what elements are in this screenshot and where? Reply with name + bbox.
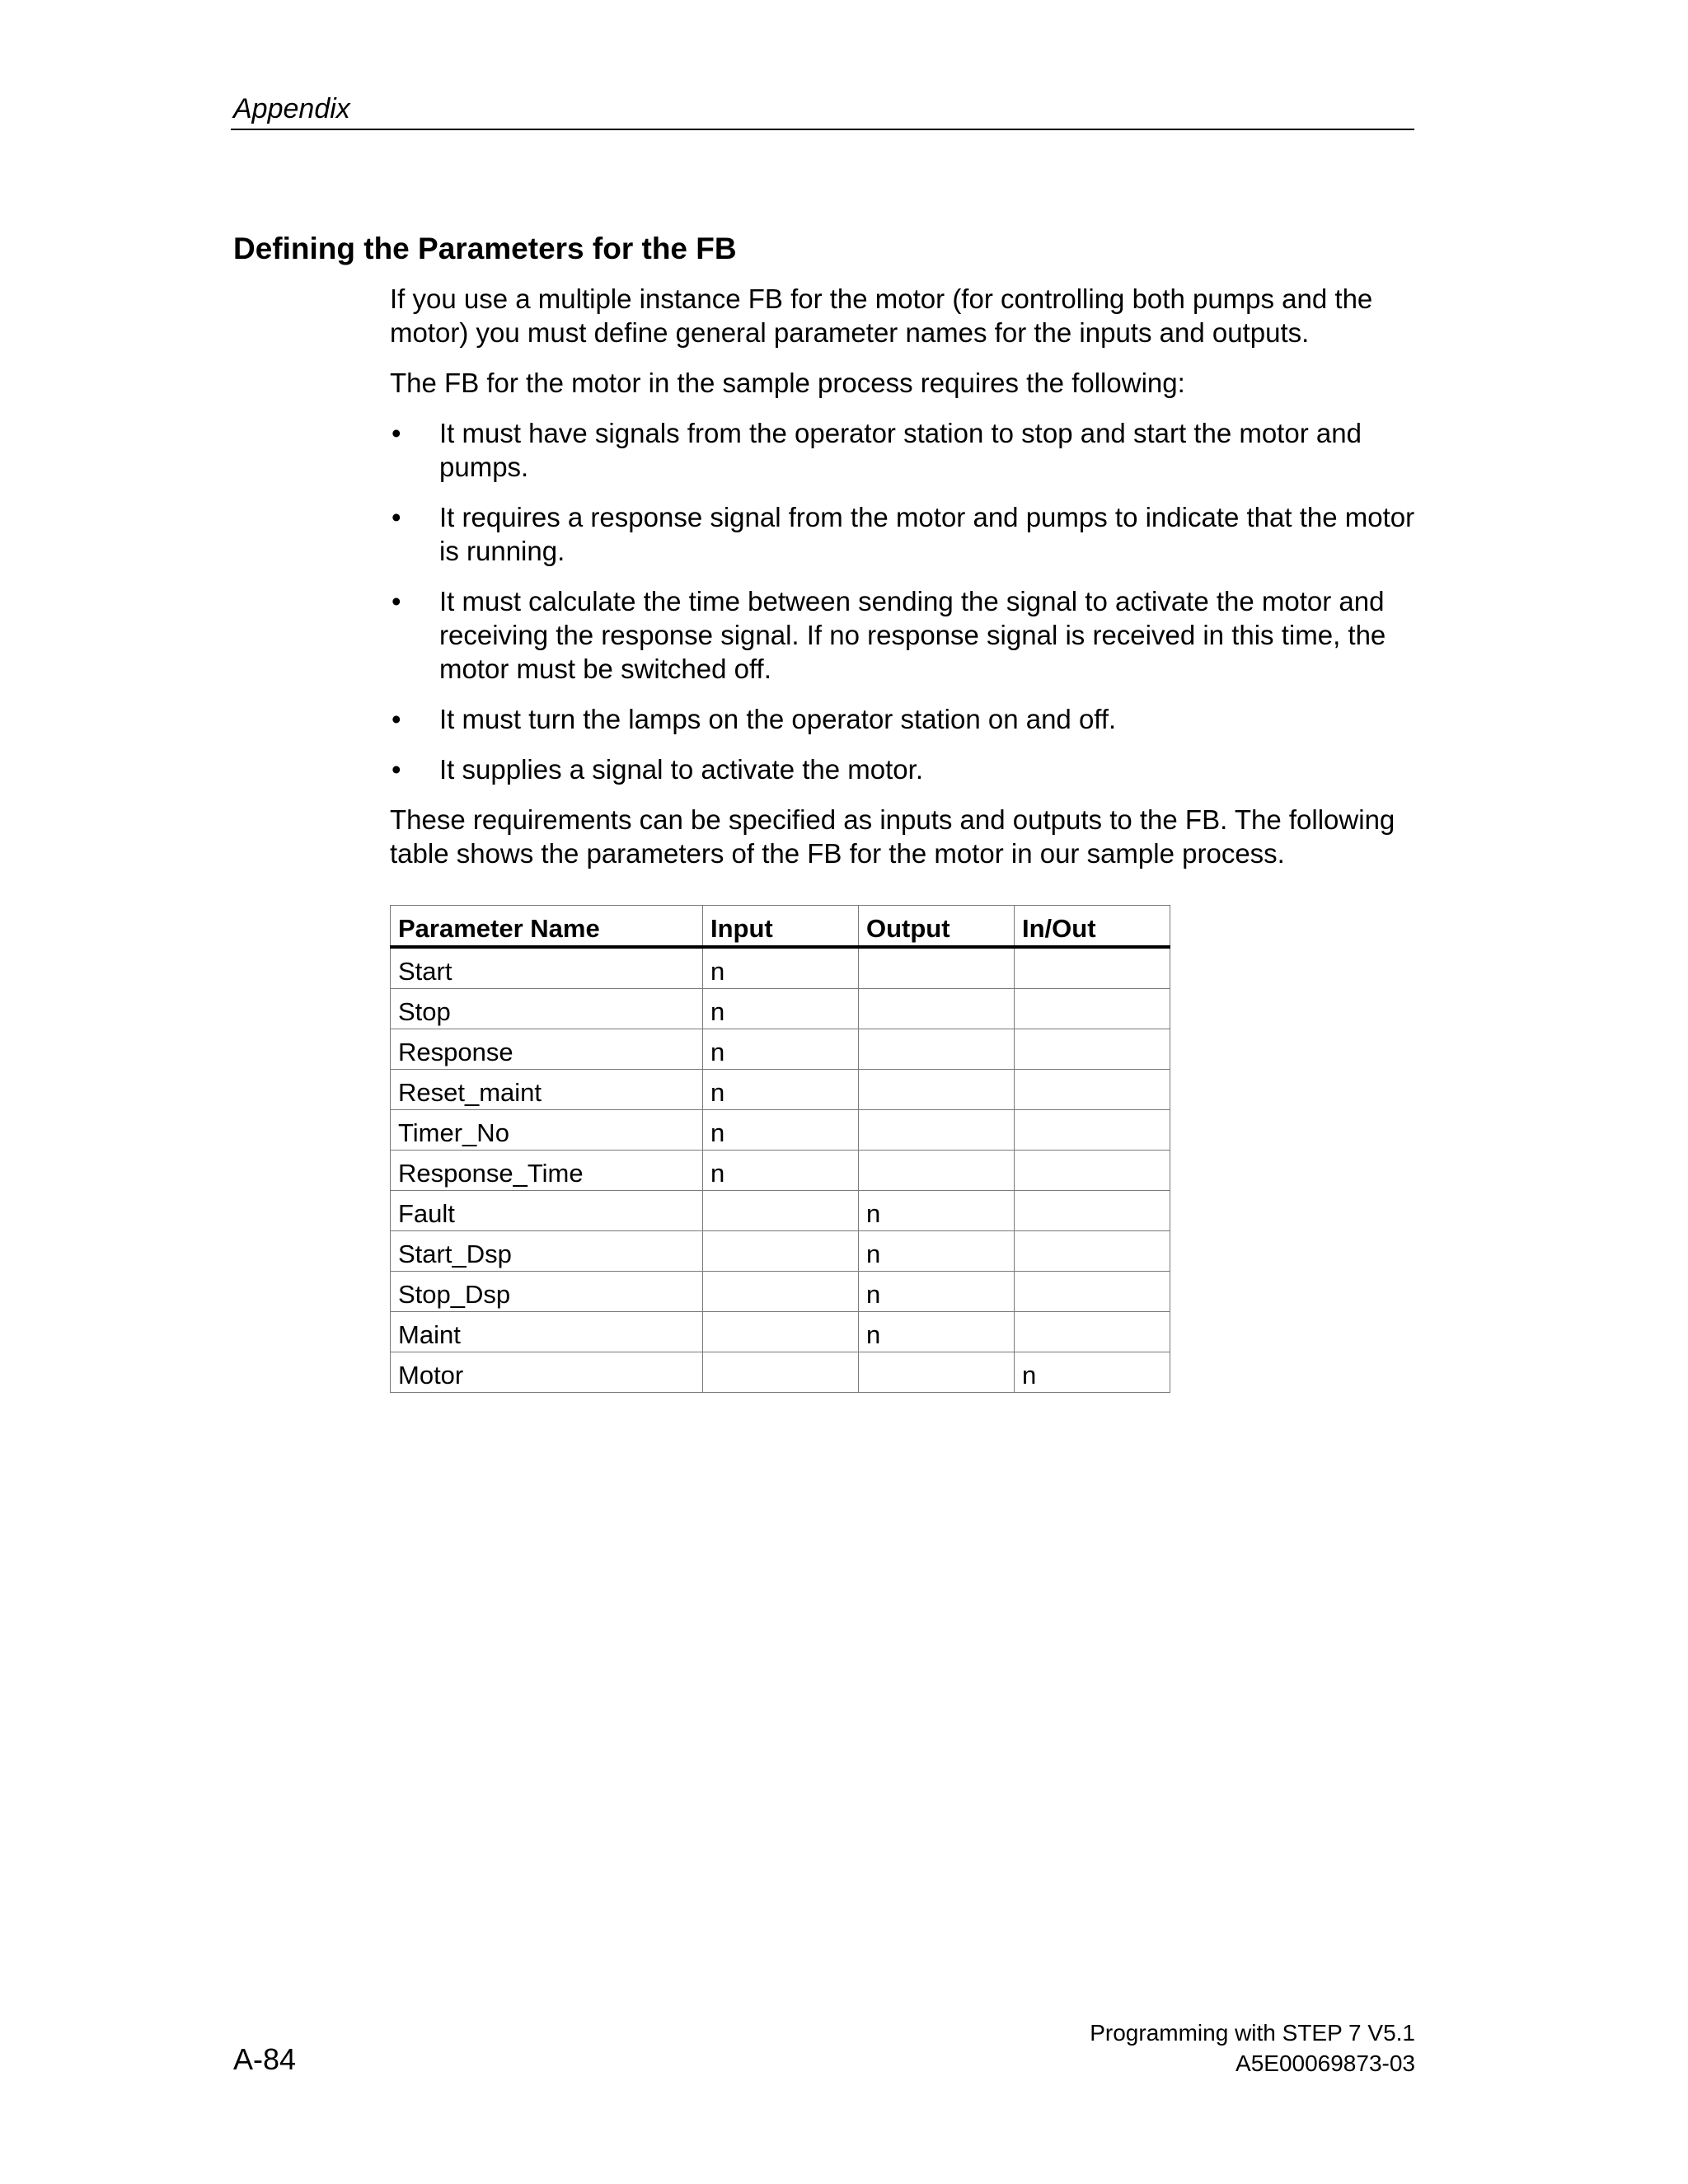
bullet-icon: • [392,418,401,448]
cell-output [859,989,1015,1029]
cell-in-out [1015,1070,1170,1110]
cell-in-out [1015,1272,1170,1312]
header-input: Input [703,906,859,948]
cell-in-out [1015,1312,1170,1352]
body-text [390,282,1416,1393]
list-item [390,584,1416,686]
table-row [391,1191,1170,1231]
list-item-text: It must have signals from the operator station to stop and start the motor and pumps. [439,418,1362,482]
cell-parameter-name: Response_Time [391,1151,703,1191]
cell-parameter-name: Maint [391,1312,703,1352]
list-item [390,752,1416,786]
cell-input: n [703,989,859,1029]
list-item-text: It must calculate the time between sending the signal to activate the motor and receiving the response signal. If no response signal is received in this time, the motor must be switched off. [439,586,1386,684]
cell-in-out [1015,1191,1170,1231]
cell-parameter-name: Start [391,947,703,989]
cell-output: n [859,1191,1015,1231]
table-intro-paragraph: These requirements can be specified as inputs and outputs to the FB. The following table shows the parameters of the FB for the motor in our sample process. [390,804,1395,869]
cell-in-out [1015,947,1170,989]
requirements-intro: The FB for the motor in the sample process requires the following: [390,368,1185,398]
cell-input [703,1231,859,1272]
cell-parameter-name: Timer_No [391,1110,703,1151]
table-row [391,1272,1170,1312]
header-parameter-name: Parameter Name [391,906,703,948]
page-number: A-84 [233,2042,297,2076]
table-row [391,1029,1170,1070]
header-rule [231,129,1414,130]
table-row [391,1352,1170,1393]
cell-output: n [859,1312,1015,1352]
list-item [390,416,1416,484]
list-item-text: It requires a response signal from the motor and pumps to indicate that the motor is running. [439,502,1415,566]
table-row [391,947,1170,989]
cell-parameter-name: Reset_maint [391,1070,703,1110]
footer-doc-title: Programming with STEP 7 V5.1 [1090,2020,1415,2046]
cell-parameter-name: Response [391,1029,703,1070]
cell-input: n [703,1070,859,1110]
list-item [390,500,1416,568]
cell-output: n [859,1272,1015,1312]
cell-in-out [1015,1231,1170,1272]
table-row [391,1151,1170,1191]
cell-output [859,1352,1015,1393]
header-section-label: Appendix [233,93,350,124]
intro-paragraph: If you use a multiple instance FB for the motor (for controlling both pumps and the motor) you must define general parameter names for the inputs and outputs. [390,284,1373,348]
table-row [391,1110,1170,1151]
cell-parameter-name: Stop_Dsp [391,1272,703,1312]
cell-in-out: n [1015,1352,1170,1393]
bullet-icon: • [392,754,401,785]
cell-in-out [1015,989,1170,1029]
list-item-text: It must turn the lamps on the operator station on and off. [439,704,1117,734]
cell-in-out [1015,1151,1170,1191]
cell-input [703,1312,859,1352]
parameter-table [390,905,1170,1393]
cell-output [859,947,1015,989]
cell-input [703,1191,859,1231]
table-header-row [391,906,1170,948]
cell-parameter-name: Start_Dsp [391,1231,703,1272]
table-row [391,1070,1170,1110]
list-item-text: It supplies a signal to activate the motor. [439,754,923,785]
bullet-icon: • [392,704,401,734]
cell-in-out [1015,1110,1170,1151]
cell-output [859,1110,1015,1151]
cell-parameter-name: Stop [391,989,703,1029]
cell-input: n [703,1151,859,1191]
table-row [391,1231,1170,1272]
footer-doc-code: A5E00069873-03 [1236,2050,1415,2076]
cell-parameter-name: Motor [391,1352,703,1393]
bullet-icon: • [392,502,401,532]
cell-input: n [703,947,859,989]
requirements-list [390,416,1416,786]
bullet-icon: • [392,586,401,616]
cell-input: n [703,1029,859,1070]
section-heading: Defining the Parameters for the FB [233,232,737,265]
cell-output [859,1029,1015,1070]
cell-output [859,1151,1015,1191]
table-row [391,989,1170,1029]
cell-input [703,1352,859,1393]
header-in-out: In/Out [1015,906,1170,948]
cell-in-out [1015,1029,1170,1070]
cell-parameter-name: Fault [391,1191,703,1231]
cell-output [859,1070,1015,1110]
cell-input: n [703,1110,859,1151]
list-item [390,702,1416,736]
cell-input [703,1272,859,1312]
table-row [391,1312,1170,1352]
header-output: Output [859,906,1015,948]
cell-output: n [859,1231,1015,1272]
